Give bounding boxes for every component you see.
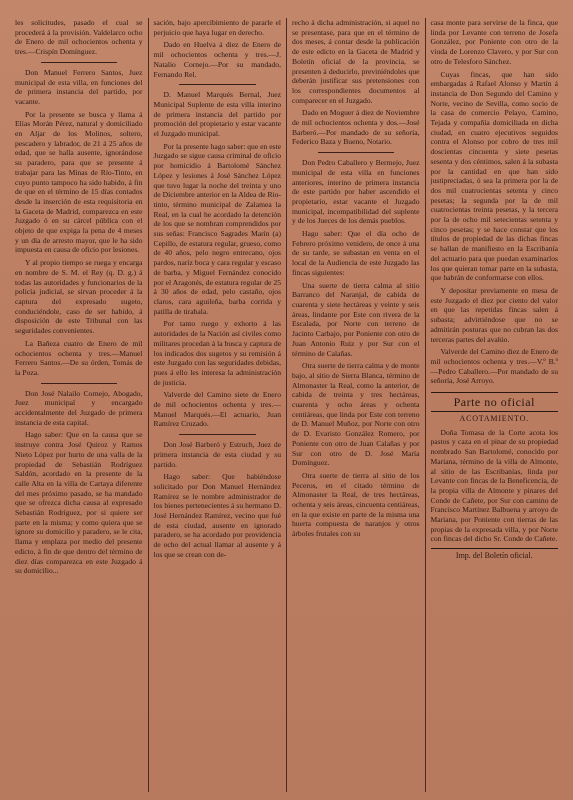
paragraph: Don José Nalailo Cornejo, Abogado, Juez municipal y encargado accidentalmente del Juzgado de primera instancia de esta capital. <box>15 388 143 427</box>
divider <box>41 62 118 63</box>
paragraph: Don Manuel Ferrero Santos, Juez municipal de esta villa, en funciones del de primera instancia del partido, por vacante. <box>15 67 143 106</box>
paragraph: Y al propio tiempo se ruega y encarga en nombre de S. M. el Rey (q. D. g.) á todas las autoridades y funcionarios de la policía judicial, se sirvan proceder á la captura del expresado sugeto, conduciéndole, caso de ser habido, á disposición de este Tribunal con las seguridades convenientes. <box>15 258 143 336</box>
paragraph: Por la presente se busca y llama á Elías Morán Pérez, natural y domiciliado en Aljar de los Molinos, soltero, pescadero y labrador, de 21 á 25 años de edad, que se halla ausente, ignorándose su paradero, para que se presente á trabajar para las Minas de Río-Tinto, en cuyo punto tampoco ha sido habido, á fin de que en el término de 15 días contados desde la inserción de esta requisitoria en la Gaceta de Madrid, comparezca en este Juzgado ó en su cárcel pública con el objeto de que expiga la pena de 4 meses y un día de arresto mayor, que le ha sido impuesta en causa de oficio por lesiones. <box>15 109 143 255</box>
paragraph: recho á dicha administración, si aquel no se presentase, para que en el término de dos meses, á contar desde la publicación de este edicto en la Gaceta de Madrid y Boletín oficial de la provincia, se presenten á deducirlo, previniéndoles que deberán justificar sus pretensiones con los correspondientes documentos al comparecer en el Juzgado. <box>292 18 420 105</box>
paragraph: Otra suerte de tierra calma y de monte bajo, al sitio de Sierra Blanca, término de Almonaster la Real, como la anterior, de cabida de treinta y tres hectáreas, cuarenta y ocho áreas y ochenta centiáreas, que linda por Este con terreno de D. Manuel Muñoz, por Norte con otro de D. Evaristo González Romero, por Poniente con otro de Juan Calañas y por Sur con otro de D. José María Domínguez. <box>292 361 420 468</box>
paragraph: Cuyas fincas, que han sido embargadas á Rafael Alonso y Martín á instancia de Don Segundo del Camino y Norte, vecino de Sevilla, como socio de la casa de comercio Pelayo, Camino, Tejada y compañía domiciliada en dicha ciudad, en cuatro ejecutivos seguidos contra el Alonso por cobro de tres mil doscientas cincuenta y siete pesetas sesenta y dos céntimos, salen á la subasta por la cantidad en que han sido justipreciadas, ó sea la primera por la de dos mil cuatrocientas setenta y cinco pesetas; la segunda por la de mil cuatrocientas treinta pesetas, y la tercera por la de ocho mil setecientas setenta y cinco pesetas; y se hace constar que los títulos de propiedad de las dichas fincas se hallan de manifiesto en la Escribanía del actuario para que puedan examinarlos los que quieran tomar parte en la subasta, que habrán de conformarse con ellos. <box>430 69 558 283</box>
paragraph: Por la presente hago saber: que en este Juzgado se sigue causa criminal de oficio por homicidio á Bartolomé Sánchez López y lesiones á José Sánchez López que tuvo lugar la noche del treinta y uno de Diciembre anterior en la Aldea de Rio-tinto, término municipal de Zalamea la Real, en la cual he acordado la detención de los que se nombran comprendidos por sus señas: Francisco Sagrades Marín (a) Cepillo, de estatura regular, grueso, como de 40 años, pelo negro entrecano, ojos pardos, nariz boca y cara regular y escaso de barba, y Miguel Fernández conocido por el Aragonés, de estatura regular de 25 á 30 años de edad, pelo castaño, ojos claros, cara aguileña, barba corrida y patilla de tirabala. <box>153 141 281 316</box>
text-columns <box>10 18 563 792</box>
paragraph: Valverde del Camino siete de Enero de mil ochocientos ochenta y tres.—Manuel Marqués.—El actuario, Juan Ramírez Cruzado. <box>153 390 281 429</box>
paragraph: Don José Barberó y Estruch, Juez de primera instancia de esta ciudad y su partido. <box>153 440 281 469</box>
imprint-footer: Imp. del Boletín oficial. <box>431 548 559 561</box>
paragraph: Hago saber: Que el día ocho de Febrero próximo venidero, de once á una de su tarde, se subastan en venta en el local de la Audiencia de este Juzgado las fincas siguientes: <box>292 229 420 277</box>
paragraph: Dado en Huelva á diez de Enero de mil ochocientos ochenta y tres.—J. Natalio Cornejo.—Por su mandado, Fernando Rel. <box>153 40 281 79</box>
paragraph: Otra suerte de tierra al sitio de los Peceros, en el citado término de Almonaster la Real, de tres hectáreas, ochenta y seis áreas, cincuenta centiáreas, en la que existe en parte de la misma una huerta compuesta de naranjos y otros árboles frutales con su <box>292 470 420 539</box>
paragraph: La Bañeza cuatro de Enero de mil ochocientos ochenta y tres.—Manuel Ferrero Santos.—De su órden, Tomás de la Poza. <box>15 338 143 377</box>
divider <box>318 152 395 153</box>
section-subtitle: ACOTAMIENTO. <box>459 414 529 424</box>
paragraph: les solicitudes, pasado el cual se procederá á la provisión. Valdelarco ocho de Enero de mil ochocientos ochenta y tres.—Crispín Domínguez. <box>15 18 143 57</box>
column-4 <box>425 18 564 792</box>
paragraph: D. Manuel Marqués Bernal, Juez Municipal Suplente de esta villa interino de primera instancia del partido por promoción del propietario y estar vacante el Juzgado municipal. <box>153 90 281 139</box>
divider <box>41 383 118 384</box>
divider <box>179 434 256 435</box>
paragraph: Valverde del Camino diez de Enero de mil ochocientos ochenta y tres.—V.º B.º—Pedro Caballero.—Por mandado de su señoría, José Arroyo. <box>430 347 558 386</box>
paragraph: Una suerte de tierra calma al sitio Barranco del Naranjal, de cabida de cuarenta y siete hectáreas y veinte y seis áreas, lindante por Este con rivera de la Escalada, por Norte con terreno de Jacinto Carbajo, por Poniente con otro de Juan Antonio Ruiz y por Sur con el término de Calañas. <box>292 280 420 358</box>
paragraph: casa monte para servirse de la finca, que linda por Levante con terreno de Josefa González, por Poniente con otro de la viuda de Lorenzo Clavero, y por Sur con otro de Telesforo Sánchez. <box>430 18 558 66</box>
paragraph: Dado en Moguer á diez de Noviembre de mil ochocientos ochenta y dos.—José Barberó.—Por mandado de su señoría, Federico Baza y Bueno, Notario. <box>292 108 420 147</box>
column-3 <box>286 18 425 792</box>
column-1 <box>10 18 148 792</box>
column-2 <box>148 18 287 792</box>
paragraph: Hago saber: Que habiéndose solicitado por Don Manuel Hernández Ramírez se le nombre administrador de los bienes pertenecientes á su hermano D. José Hernández Ramírez, vecino que fué de esta ciudad, ausente en ignorado paradero, se ha acordado por providencia de ocho del actual llamar al ausente y á los que se crean con de- <box>153 472 281 559</box>
paragraph: Hago saber: Que en la causa que se instruye contra José Quiroz y Ramos Nieto López por hurto de una valla de la propiedad de Sebastián Rodríguez Saldón, acordado en la presente de la calle Alta en la villa de Cartaya diferente del mes próximo pasado, se ha mandado que se ofrezca dicha causa al expresado Sebastián Rodríguez, por si quiere ser parte en la misma; y como quiera que se ignore su domicilio y paradero, se le cita, llama y emplaza por medio del presente edicto, á fin de que dentro del término de diez días comparezca en este Juzgado á su domicilio... <box>15 430 143 576</box>
paragraph: Y depositar previamente en mesa de este Juzgado el diez por ciento del valor en que las repetidas fincas salen á subasta; advirtiéndose que no se admitirán posturas que no cubran las dos terceras partes del avalúo. <box>430 285 558 344</box>
divider <box>179 84 256 85</box>
paragraph: Doña Tomasa de la Corte acota los pastos y caza en el pinar de su propiedad nombrado San Bartolomé, conocido por Mariana, término de la villa de Almonte, al sitio de las Escribanías, linda por Levante con fincas de la Beneficencia, de la propia villa de Almonte y pinares del Conde de Cañete, por Sur con camino de Francisco Martínez Balbuena y arroyo de Mariana, por Poniente con tierras de las propias de la expresada villa, y por Norte con fincas del dicho Sr. Conde de Cañete. <box>430 427 558 544</box>
paragraph: Don Pedro Caballero y Bermejo, Juez municipal de esta villa en funciones anteriores, interino de primera instancia de este partido por haber ascendido el propietario, estar vacante el Juzgado municipal, incompatibilidad del suplente y de los Jueces de los demás pueblos. <box>292 158 420 226</box>
paragraph: Por tanto ruego y exhorto á las autoridades de la Nación así civiles como militares procedan á la busca y captura de los indicados dos sugetos y su remisión á este Juzgado con las seguridades debidas, pues á ello les interesa la administración de justicia. <box>153 319 281 387</box>
paragraph: sación, bajo apercibimiento de pararle el perjuicio que haya lugar en derecho. <box>153 18 281 37</box>
section-title: Parte no oficial <box>431 392 559 412</box>
